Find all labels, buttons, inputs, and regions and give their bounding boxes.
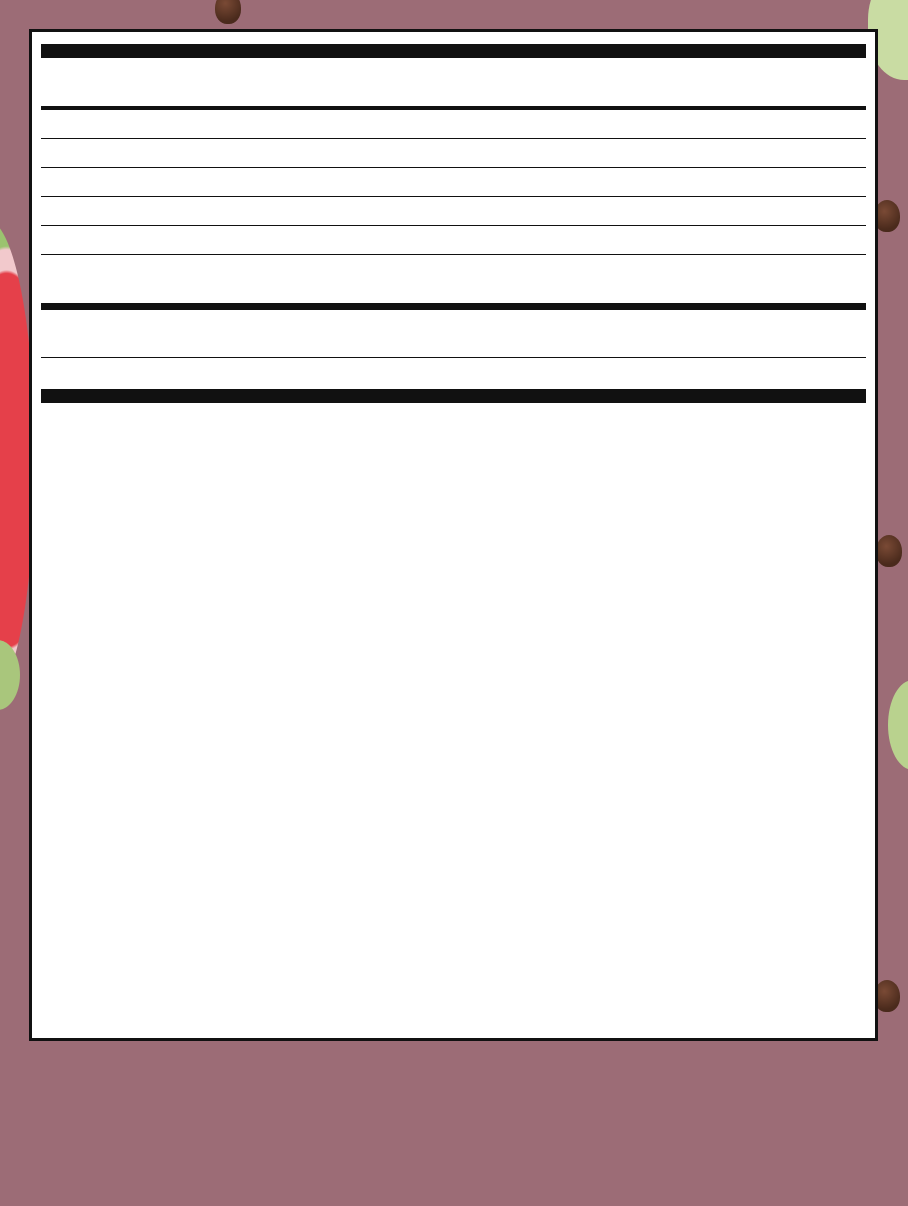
nutrient-row	[41, 139, 866, 168]
column-header-row	[41, 58, 866, 110]
ingredient-row-huperzine	[41, 358, 866, 387]
nutrient-row	[41, 168, 866, 197]
supplement-facts-panel	[29, 29, 878, 1041]
thick-divider	[41, 389, 866, 403]
section-divider	[41, 303, 866, 310]
amount-1-scoop-header	[459, 64, 555, 82]
leaf-decoration-left	[0, 640, 20, 710]
nutrient-row	[41, 110, 866, 139]
leaf-decoration-right	[888, 680, 908, 770]
vitamins-section	[41, 110, 866, 255]
nutrient-row	[41, 226, 866, 255]
seed-decoration	[876, 535, 902, 567]
seed-decoration	[215, 0, 241, 24]
amount-2-scoops-header	[661, 64, 761, 82]
nutrient-row-potassium	[41, 255, 866, 303]
ingredient-row-astragin	[41, 310, 866, 358]
nutrient-row	[41, 197, 866, 226]
thick-divider	[41, 44, 866, 58]
